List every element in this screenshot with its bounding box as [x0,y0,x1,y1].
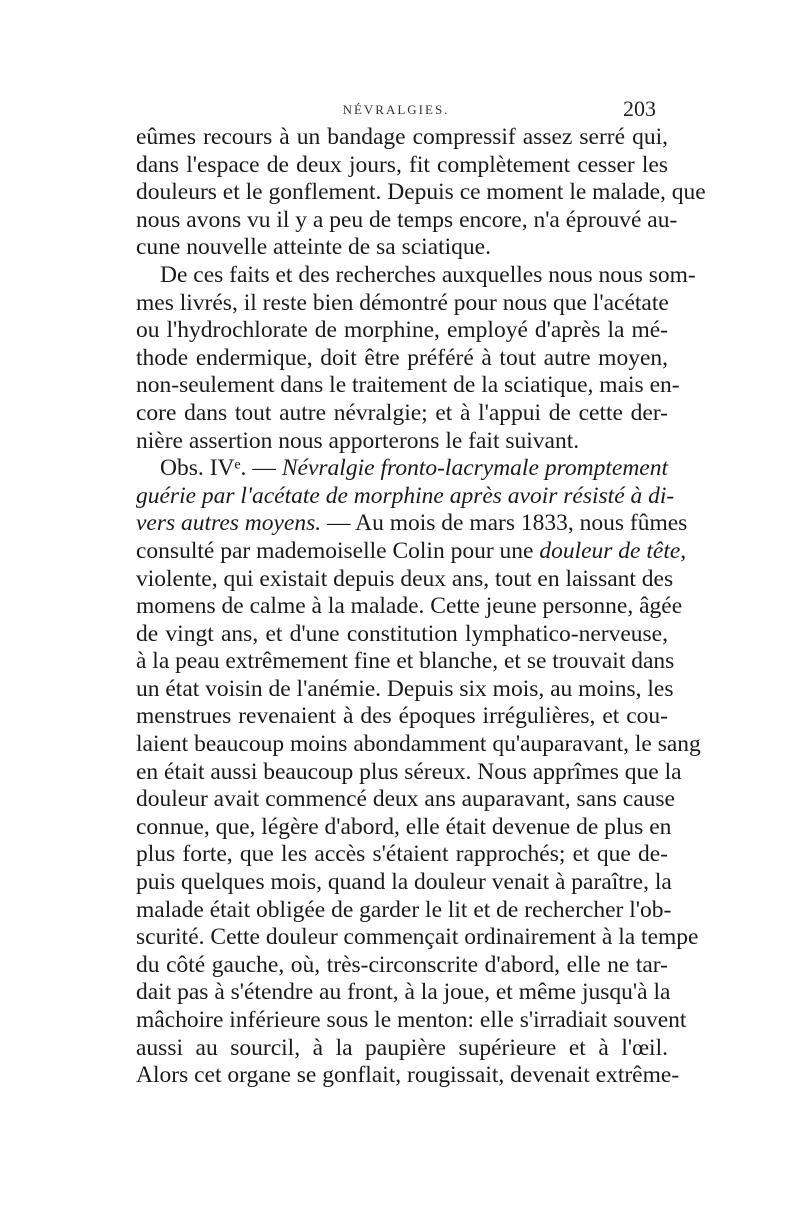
text-line [136,537,687,566]
text-line: De ces faits et des recherches auxquelles nous nous som- [160,261,696,288]
text-line: dans l'espace de deux jours, fit complètement cesser les [136,151,668,178]
text-line: du côté gauche, où, très-circonscrite d'abord, elle ne tar- [136,951,668,978]
text-line: un état voisin de l'anémie. Depuis six mois, au moins, les [136,675,674,702]
text-fragment: — Au mois de mars 1833, nous fûmes [327,510,688,537]
text-line: douleurs et le gonflement. Depuis ce moment le malade, que [136,179,706,206]
text-line: nière assertion nous apporterons le fait suivant. [136,427,580,454]
text-line: aussi au sourcil, à la paupière supérieure et à l'œil. [136,1034,668,1061]
running-title: NÉVRALGIES. [342,102,450,117]
text-line: de vingt ans, et d'une constitution lymphatico-nerveuse, [136,620,668,647]
text-line: Alors cet organe se gonflait, rougissait, devenait extrême- [136,1062,680,1089]
observation-title: Névralgie fronto-lacrymale promptement [281,455,669,482]
text-line: malade était obligée de garder le lit et de rechercher l'ob- [136,896,672,923]
observation-title-line: guérie par l'acétate de morphine après avoir résisté à di- [136,482,675,509]
text-line: non-seulement dans le traitement de la sciatique, mais en- [136,372,680,399]
text-line: violente, qui existait depuis deux ans, tout en laissant des [136,565,674,592]
running-head [136,96,656,126]
text-line: à la peau extrêmement fine et blanche, et se trouvait dans [136,648,675,675]
text-line: en était aussi beaucoup plus séreux. Nous apprîmes que la [136,758,682,785]
text-line: plus forte, que les accès s'étaient rapprochés; et que de- [136,841,668,868]
text-line: momens de calme à la malade. Cette jeune personne, âgée [136,593,683,620]
text-line: eûmes recours à un bandage compressif assez serré qui, [136,124,668,150]
observation-title-end: vers autres moyens. [136,510,322,537]
observation-label: Obs. IVᵉ. — [160,455,276,482]
observation-heading-line [136,455,668,483]
text-line: connue, que, légère d'abord, elle était devenue de plus en [136,813,672,840]
text-line [136,510,688,538]
text-line: core dans tout autre névralgie; et à l'appui de cette der- [136,399,668,426]
text-line: mes livrés, il reste bien démontré pour nous que l'acétate [136,289,669,316]
text-line: ou l'hydrochlorate de morphine, employé d'après la mé- [136,317,668,344]
text-fragment: consulté par mademoiselle Colin pour une [136,537,534,564]
text-line: dait pas à s'étendre au front, à la joue, et même jusqu'à la [136,979,671,1006]
text-line: puis quelques mois, quand la douleur venait à paraître, la [136,869,672,896]
text-line: cune nouvelle atteinte de sa sciatique. [136,234,491,261]
text-line: mâchoire inférieure sous le menton: elle s'irradiait souvent [136,1007,687,1033]
text-line: laient beaucoup moins abondamment qu'auparavant, le sang [136,731,701,758]
text-line: thode endermique, doit être préféré à tout autre moyen, [136,344,668,371]
italic-term: douleur de tête, [539,537,687,564]
text-line: menstrues revenaient à des époques irrégulières, et cou- [136,703,668,730]
page-number: 203 [623,96,656,121]
text-line: douleur avait commencé deux ans auparavant, sans cause [136,786,675,813]
body-text [136,124,706,1090]
text-line: scurité. Cette douleur commençait ordinairement à la tempe [136,924,699,951]
text-line: nous avons vu il y a peu de temps encore, n'a éprouvé au- [136,206,678,233]
